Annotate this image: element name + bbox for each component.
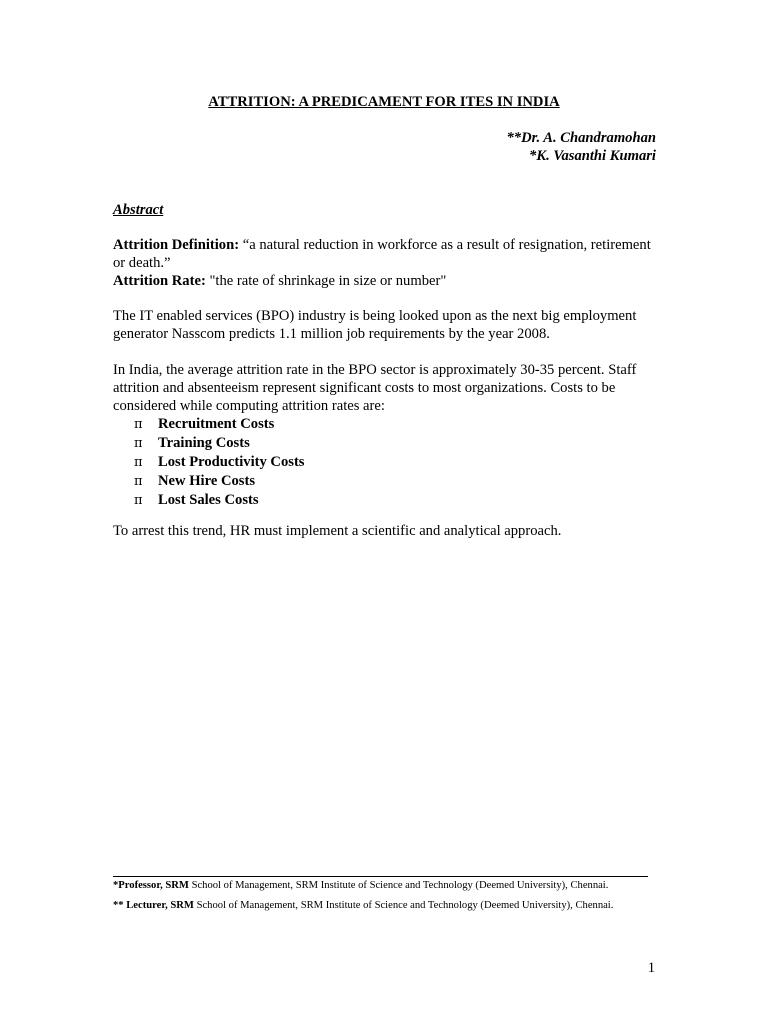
footnote-2: [113, 899, 613, 912]
footnote-divider: [113, 876, 648, 877]
paragraph-attrition-rate: In India, the average attrition rate in the BPO sector is approximately 30-35 percent. Staff attrition and absenteeism represent significant costs to most organizations. Costs to be considered while computing attrition rates are:: [113, 362, 637, 414]
abstract-heading: Abstract: [113, 202, 164, 218]
paragraph-conclusion: To arrest this trend, HR must implement a scientific and analytical approach.: [113, 523, 562, 539]
cost-label: Training Costs: [158, 435, 250, 451]
list-item: [134, 491, 304, 510]
author-1: **Dr. A. Chandramohan: [506, 130, 656, 146]
definition-text: “a natural reduction in workforce as a result of resignation, retirement or death.”: [113, 237, 651, 271]
pi-bullet-icon: π: [134, 417, 143, 432]
cost-list: [134, 415, 304, 510]
footnote-1-text: School of Management, SRM Institute of Science and Technology (Deemed University), Chennai.: [188, 880, 609, 891]
paragraph-bpo-industry: The IT enabled services (BPO) industry is being looked upon as the next big employment generator Nasscom predicts 1.1 million job requirements by the year 2008.: [113, 308, 637, 342]
footnote-1-role: *Professor, SRM: [113, 880, 189, 891]
rate-text: "the rate of shrinkage in size or number": [205, 273, 447, 289]
cost-label: New Hire Costs: [158, 473, 256, 489]
author-2: *K. Vasanthi Kumari: [529, 148, 656, 164]
definition-label: Attrition Definition:: [113, 237, 240, 253]
page-number: 1: [647, 960, 655, 976]
pi-bullet-icon: π: [134, 436, 143, 451]
cost-label: Recruitment Costs: [158, 416, 275, 432]
definitions: [113, 236, 658, 290]
cost-label: Lost Sales Costs: [158, 492, 259, 508]
list-item: [134, 453, 304, 472]
list-item: [134, 415, 304, 434]
author-list: [506, 129, 656, 165]
footnote-1: [113, 879, 608, 892]
document-title: ATTRITION: A PREDICAMENT FOR ITES IN INDIA: [208, 94, 560, 110]
pi-bullet-icon: π: [134, 455, 143, 470]
attrition-definition: [113, 236, 658, 272]
footnote-2-role: ** Lecturer, SRM: [113, 900, 194, 911]
rate-label: Attrition Rate:: [113, 273, 206, 289]
list-item: [134, 472, 304, 491]
pi-bullet-icon: π: [134, 493, 143, 508]
cost-label: Lost Productivity Costs: [158, 454, 305, 470]
footnote-2-text: School of Management, SRM Institute of Science and Technology (Deemed University), Chennai.: [193, 900, 614, 911]
list-item: [134, 434, 304, 453]
attrition-rate: [113, 272, 658, 290]
pi-bullet-icon: π: [134, 474, 143, 489]
